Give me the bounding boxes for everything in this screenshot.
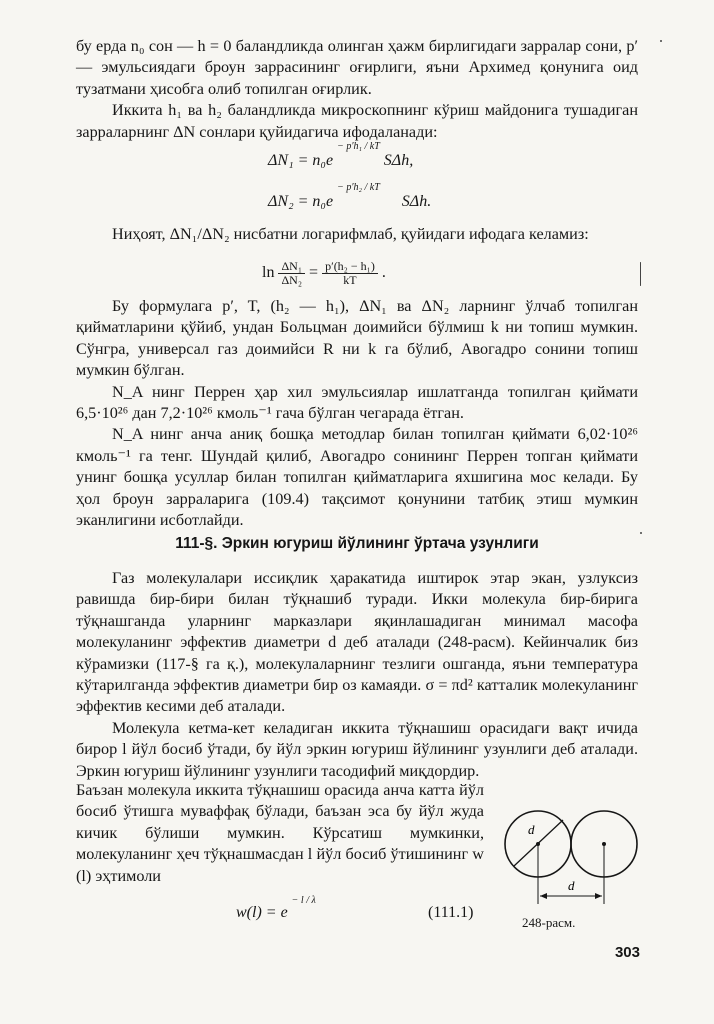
scan-mark [640,262,641,286]
eq111-lhs: w(l) = e [236,904,288,921]
equation-number: (111.1) [428,904,474,921]
ln-lhs-numerator: ΔN₁ [278,260,305,274]
mid-text-block-b [76,296,638,531]
label-d-distance: d [568,878,575,893]
ln-word: ln [262,264,275,282]
top-text-block [76,36,638,143]
formula-2-exponent: − p′h₂ / kT [337,182,380,193]
paragraph-6: N_A нинг анча аниқ бошқа методлар билан топилган қиймати 6,02·10²⁶ кмоль⁻¹ га тенг. Шундай қилиб, Авогадро сонининг Перрен топган қиймати унинг бошқа усуллар билан топилган қийматларига яхшигина мос келади. Бу ҳол броун зарраларига (109.4) тақсимот қонунини татбиқ этиш мумкин эканлигини исботлайди. [76,425,638,530]
paragraph-1: бу ерда n₀ сон — h = 0 баландликда олинган ҳажм бирлигидаги зарралар сони, p′ — эмульсиядаги броун зарраcининг оғирлиги, яъни Архимед қонунига оид тузатмани ҳисобга олиб топилган оғирлик. [76,37,638,98]
formula-1-tail: SΔh, [383,152,414,169]
eq111-exponent: − l / λ [291,895,316,906]
label-d-diameter: d [528,822,535,837]
paragraph-3: Ниҳоят, ΔN₁/ΔN₂ нисбатни логарифмлаб, қуйидаги ифодага келамиз: [112,225,589,243]
section-heading: 111-§. Эркин югуриш йўлининг ўртача узунлиги [175,535,539,552]
figure-248-collision-diagram [498,800,648,915]
paragraph-4: Бу формулага p′, T, (h₂ — h₁), ΔN₁ ва ΔN₂ ларнинг ўлчаб топилган қийматларини қўйиб, ундан Больцман доимийси бўлмиш k ни топиш мумкин. Сўнгра, универсал газ доимийси R ни k га бўлиб, Авогадро сонини топиш мумкин бўлган. [76,297,638,380]
lower-text-block-narrow [76,780,484,887]
ln-lhs-denominator: ΔN₂ [281,273,303,287]
page-number: 303 [614,944,640,961]
paragraph-2: Иккита h₁ ва h₂ баландликда микроскопнинг кўриш майдонига тушадиган зарраларнинг ΔN сонлари қуйидагича ифодаланади: [76,101,638,141]
arrowhead-left [540,893,547,899]
formula-2-lhs: ΔN₂ = n₀e [268,193,334,210]
formula-2-tail: SΔh. [401,193,432,210]
ln-rhs-fraction [322,260,378,287]
formula-delta-n2 [268,182,432,211]
paragraph-8a: Молекула кетма-кет келадиган иккита тўқнашиш орасидаги вақт ичида бирор l йўл босиб ўтади, бу йўл эркин югуриш йўлининг узунлиги деб аталади. Эркин югуриш йўлининг узунлиги тасодифий миқдордир. [76,718,638,780]
mid-text-block-a [76,224,638,245]
formula-1-exponent: − p′h₁ / kT [337,141,380,152]
ln-rhs-denominator: kT [343,273,357,287]
paragraph-5: N_A нинг Перрен ҳар хил эмульсиялар ишлатганда топилган қиймати 6,5·10²⁶ дан 7,2·10²⁶ кмоль⁻¹ гача бўлган чегарада ётган. [76,382,638,423]
ln-rhs-numerator: p′(h₂ − h₁) [322,260,378,274]
lower-text-block [76,568,638,782]
paragraph-8b: Баъзан молекула иккита тўқнашиш орасида анча катта йўл босиб ўтишга муваффақ бўлади, баъзан эса бу йўл жуда кичик бўлиши мумкин. Кўрсатиш мумкинки, молекуланинг ҳеч тўқнашмасдан l йўл босиб ўтишининг w (l) эҳтимоли [76,781,484,885]
formula-ln-ratio: ln $\frac{\text{ΔN₁}}{\text{ΔN₂}}$ = $\frac{\text{p′(h₂ − h₁)}}{kT}$ . [262,259,386,287]
figure-caption: 248-расм. [522,915,576,930]
formula-1-lhs: ΔN₁ = n₀e [268,152,334,169]
scan-speck [660,40,662,42]
paragraph-7: Газ молекулалари иссиқлик ҳаракатида иштирок этар экан, узлуксиз равишда бир-бири билан тўқнашиб туради. Икки молекула бир-бирига тўқнашганда уларнинг марказлари яқинлашадиган минимал масофа молекуланинг эффектив диаметри d деб аталади (248-расм). Кейинчалик биз кўрамизки (117-§ га қ.), молекулаларнинг тезлиги ошганда, яъни температура кўтарилганда эффектив диаметри бир оз камаяди. σ = πd² катталик молекуланинг эффектив кесими деб аталади. [76,569,638,716]
ln-lhs-fraction [278,260,305,287]
scan-speck [640,532,642,534]
formula-delta-n1 [268,141,414,170]
arrowhead-right [595,893,602,899]
